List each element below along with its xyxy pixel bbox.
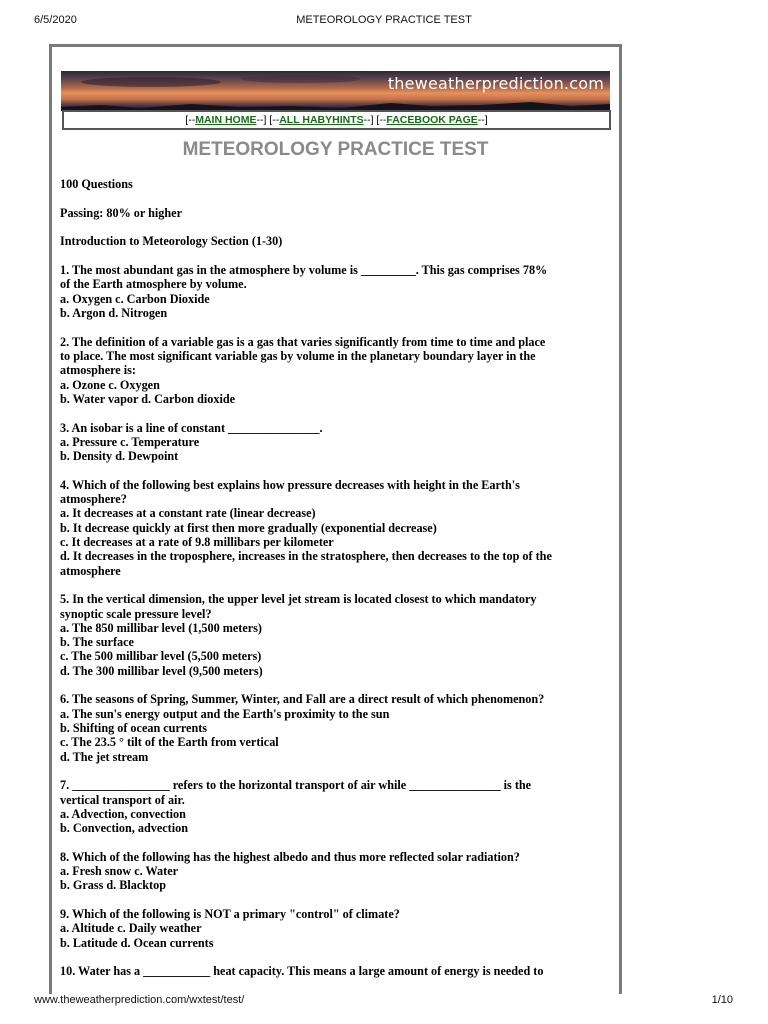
nav-separator: --] [-- xyxy=(363,114,387,126)
question-list xyxy=(60,263,608,979)
question-text: 10. Water has a ___________ heat capacity. This means a large amount of energy is needed to xyxy=(60,964,544,979)
question-count: 100 Questions xyxy=(60,177,133,191)
print-footer xyxy=(0,994,768,1010)
nav-link-facebook-page[interactable]: FACEBOOK PAGE xyxy=(386,114,478,126)
site-logo-text: theweatherprediction.com xyxy=(387,74,604,93)
section-heading: Introduction to Meteorology Section (1-30) xyxy=(60,234,283,249)
question-line: a. The 850 millibar level (1,500 meters) xyxy=(60,620,262,635)
question-line: c. It decreases at a rate of 9.8 millibars per kilometer xyxy=(60,534,334,549)
question-line: a. Advection, convection xyxy=(60,806,186,821)
question-text: 9. Which of the following is NOT a primary "control" of climate? xyxy=(60,907,400,922)
question-line: b. Grass d. Blacktop xyxy=(60,878,166,893)
question-line: d. The jet stream xyxy=(60,749,149,764)
nav-link-main-home[interactable]: MAIN HOME xyxy=(195,114,257,126)
question-item xyxy=(60,592,608,678)
question-item xyxy=(60,263,608,320)
page-frame xyxy=(49,44,622,994)
question-text: 6. The seasons of Spring, Summer, Winter, and Fall are a direct result of which phenomenon? xyxy=(60,692,545,707)
question-item xyxy=(60,692,608,763)
question-line: atmosphere xyxy=(60,563,121,578)
banner-cloud xyxy=(81,77,221,87)
question-line: a. Pressure c. Temperature xyxy=(60,434,200,449)
question-item xyxy=(60,335,608,406)
print-date: 6/5/2020 xyxy=(34,14,77,26)
question-line: vertical transport of air. xyxy=(60,792,185,807)
page-number: 1/10 xyxy=(711,994,733,1006)
question-line: d. It decreases in the troposphere, increases in the stratosphere, then decreases to the top of the xyxy=(60,549,552,564)
question-line: atmosphere? xyxy=(60,492,127,507)
print-header xyxy=(0,14,768,30)
question-line: a. The sun's energy output and the Earth's proximity to the sun xyxy=(60,706,390,721)
mountains-silhouette xyxy=(61,97,610,111)
banner-cloud xyxy=(241,75,361,83)
question-line: b. It decrease quickly at first then more gradually (exponential decrease) xyxy=(60,520,437,535)
nav-link-all-habyhints[interactable]: ALL HABYHINTS xyxy=(279,114,364,126)
question-line: atmosphere is: xyxy=(60,363,136,378)
question-line: c. The 500 millibar level (5,500 meters) xyxy=(60,649,262,664)
question-line: a. Ozone c. Oxygen xyxy=(60,377,160,392)
question-line: a. Fresh snow c. Water xyxy=(60,864,179,879)
question-line: synoptic scale pressure level? xyxy=(60,606,212,621)
question-line: b. Density d. Dewpoint xyxy=(60,449,179,464)
page-title: METEOROLOGY PRACTICE TEST xyxy=(182,139,489,160)
question-line: b. Water vapor d. Carbon dioxide xyxy=(60,391,236,406)
question-line: b. Convection, advection xyxy=(60,821,188,836)
question-line: d. The 300 millibar level (9,500 meters) xyxy=(60,663,263,678)
question-line: b. Argon d. Nitrogen xyxy=(60,305,168,320)
print-title: METEOROLOGY PRACTICE TEST xyxy=(296,14,472,26)
question-text: 7. ________________ refers to the horizontal transport of air while _______________ is the xyxy=(60,778,532,793)
test-content xyxy=(60,177,608,993)
print-url: www.theweatherprediction.com/wxtest/test/ xyxy=(34,994,245,1006)
question-text: 3. An isobar is a line of constant _______________. xyxy=(60,420,323,435)
question-text: 1. The most abundant gas in the atmosphere by volume is _________. This gas comprises 78% xyxy=(60,263,548,278)
question-line: to place. The most significant variable gas by volume in the planetary boundary layer in the xyxy=(60,348,536,363)
question-item xyxy=(60,778,608,835)
question-item xyxy=(60,421,608,464)
question-item xyxy=(60,478,608,578)
question-line: b. Shifting of ocean currents xyxy=(60,721,208,736)
question-text: 5. In the vertical dimension, the upper level jet stream is located closest to which mandatory xyxy=(60,592,537,607)
passing-score: Passing: 80% or higher xyxy=(60,205,182,220)
question-text: 8. Which of the following has the highest albedo and thus more reflected solar radiation? xyxy=(60,849,520,864)
question-line: b. Latitude d. Ocean currents xyxy=(60,935,214,950)
site-banner xyxy=(61,71,610,111)
question-line: of the Earth atmosphere by volume. xyxy=(60,277,247,292)
question-text: 4. Which of the following best explains how pressure decreases with height in the Earth's xyxy=(60,477,520,492)
question-line: c. The 23.5 ° tilt of the Earth from vertical xyxy=(60,735,279,750)
question-line: a. It decreases at a constant rate (linear decrease) xyxy=(60,506,316,521)
nav-separator: --] [-- xyxy=(256,114,280,126)
nav-separator: [-- xyxy=(185,114,196,126)
question-item xyxy=(60,964,608,978)
question-line: b. The surface xyxy=(60,635,134,650)
question-line: a. Oxygen c. Carbon Dioxide xyxy=(60,291,210,306)
nav-separator: --] xyxy=(477,114,488,126)
question-text: 2. The definition of a variable gas is a gas that varies significantly from time to time and place xyxy=(60,334,546,349)
question-line: a. Altitude c. Daily weather xyxy=(60,921,202,936)
question-item xyxy=(60,907,608,950)
nav-bar xyxy=(62,110,611,130)
question-item xyxy=(60,850,608,893)
